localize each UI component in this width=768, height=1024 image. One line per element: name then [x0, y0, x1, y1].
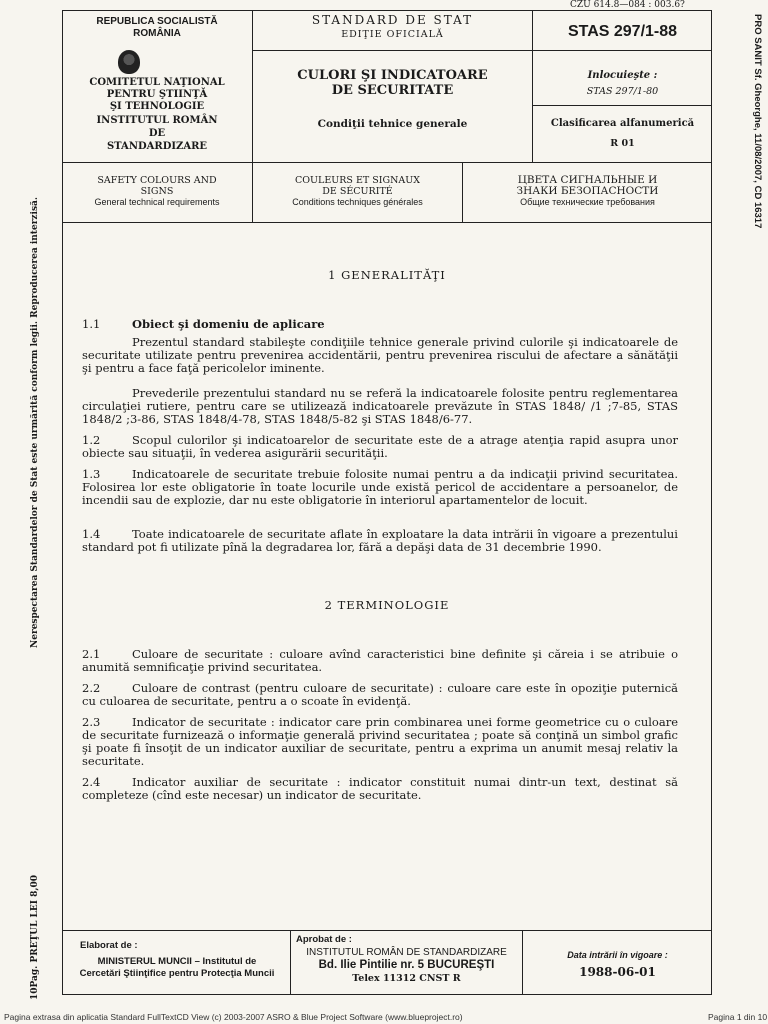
effective-date: 1988-06-01 [579, 965, 656, 979]
country-name: REPUBLICA SOCIALISTĂ ROMÂNIA [96, 16, 218, 39]
institute-name: INSTITUTUL ROMÂN DE STANDARDIZARE [96, 115, 218, 152]
coat-of-arms-icon [118, 50, 140, 74]
edition-label: EDIŢIE OFICIALĂ [341, 29, 444, 40]
header-rule-top [252, 50, 712, 51]
document-subtitle: Condiţii tehnice generale [317, 118, 468, 130]
header-rule-mid [532, 105, 712, 106]
subsection-1-1-title: 1.1 Obiect şi domeniu de aplicare [82, 317, 325, 331]
replaces-label: Inlocuieşte : [587, 70, 658, 81]
paragraph-2-3: 2.3 Indicator de securitate : indicator care prin combinarea unei forme geometrice cu o culoare de securitate furnizează o informaţie generală privind securitatea ; poate să conţină un simbol grafic şi poate fi însoţit de un indicator auxiliar de securitate, pentru a exprima un anumit mesaj relativ la securitate. [82, 715, 678, 768]
paragraph-1-1-b: Prevederile prezentului standard nu se referă la indicatoarele folosite pentru reglementarea circulaţiei rutiere, pentru care se utilizează indicatoarele prevăzute în STAS 1848/ /1 ;7-85, STAS 1848/2 ;3-86, STAS 1848/4-78, STAS 1848/5-82 şi STAS 1848/6-77. [82, 386, 678, 426]
paragraph-1-1-a: Prezentul standard stabileşte condiţiile tehnice generale privind culorile şi indicatoarele de securitate utilizate pentru prevenirea accidentării, pentru prevenirea riscului de afectare a sănătăţii şi pentru a face faţă pericolelor iminente. [82, 335, 678, 375]
right-margin-stamp: PRO SANIT Sf. Gheorghe, 11/08/2007, CD 16317 [752, 14, 763, 229]
translations-rule [62, 222, 712, 223]
title-english: SAFETY COLOURS AND SIGNS General technical requirements [94, 175, 220, 207]
document-title: CULORI ŞI INDICATOARE DE SECURITATE [297, 68, 488, 98]
paragraph-1-2: 1.2 Scopul culorilor şi indicatoarelor de securitate este de a atrage atenţia rapid asupra unor obiecte sau situaţii, în vederea asigurării securităţii. [82, 433, 678, 460]
paragraph-2-4: 2.4 Indicator auxiliar de securitate : indicator constituit numai dintr-un text, destinat să completeze (cînd este necesar) un indicator de securitate. [82, 775, 678, 802]
committee-name: COMITETUL NAŢIONAL PENTRU ŞTIINŢĂ ŞI TEHNOLOGIE [89, 77, 225, 112]
paragraph-2-1: 2.1 Culoare de securitate : culoare avînd caracteristici bine definite şi căreia i se atribuie o anumită semnificaţie privind securitatea. [82, 647, 678, 674]
approved-by: INSTITUTUL ROMÂN DE STANDARDIZARE Bd. Ilie Pintilie nr. 5 BUCUREŞTI Telex 11312 CNST R [306, 947, 507, 984]
title-russian: ЦВЕТА СИГНАЛЬНЫЕ И ЗНАКИ БЕЗОПАСНОСТИ Общие технические требования [516, 174, 659, 207]
left-margin-price: 10Pag. PREŢUL LEI 8,00 [30, 874, 40, 1000]
title-french: COULEURS ET SIGNAUX DE SÉCURITÉ Conditions techniques générales [292, 175, 423, 207]
elaborated-label: Elaborat de : [80, 940, 138, 951]
section-2-heading: 2 TERMINOLOGIE [324, 598, 450, 612]
paragraph-1-3: 1.3 Indicatoarele de securitate trebuie folosite numai pentru a da indicaţii privind securitatea. Folosirea lor este obligatorie în toate locurile unde există pericol de accidentare a persoanelor, de incendii sau de explozie, dar nu este obligatorie în interiorul apartamentelor de locuit. [82, 467, 678, 507]
left-margin-notice: Nerespectarea Standardelor de Stat este urmărită conform legii. Reproducerea interzisă. [30, 197, 40, 648]
footer-divider-2 [522, 930, 523, 995]
page-counter: Pagina 1 din 10 [708, 1012, 768, 1022]
paragraph-1-4: 1.4 Toate indicatoarele de securitate aflate în exploatare la data intrării în vigoare a prezentului standard pot fi utilizate pînă la degradarea lor, fără a depăşi data de 31 decembrie 1990. [82, 527, 678, 554]
elaborated-by: MINISTERUL MUNCII – Institutul de Cercetări Ştiinţifice pentru Protecţia Muncii [79, 956, 275, 979]
footer-rule [62, 930, 712, 931]
paragraph-2-2: 2.2 Culoare de contrast (pentru culoare de securitate) : culoare care este în opoziţie puternică cu culoarea de securitate, pentru a o scoate în evidenţă. [82, 681, 678, 708]
stas-number: STAS 297/1-88 [567, 23, 678, 40]
viewer-footer-text: Pagina extrasa din aplicatia Standard FullTextCD View (c) 2003-2007 ASRO & Blue Project Software (www.blueproject.ro) [4, 1012, 463, 1022]
document-code: CZU 614.8—084 : 003.6? [570, 0, 685, 10]
approved-label: Aprobat de : [296, 934, 352, 945]
standard-type: STANDARD DE STAT [311, 13, 474, 27]
effective-date-label: Data intrării în vigoare : [567, 950, 668, 960]
header-rule-bottom [62, 162, 712, 163]
replaces-value: STAS 297/1-80 [586, 86, 659, 97]
section-1-heading: 1 GENERALITĂŢI [328, 268, 446, 282]
classification-value: R 01 [610, 138, 635, 149]
classification-label: Clasificarea alfanumerică [550, 118, 695, 129]
